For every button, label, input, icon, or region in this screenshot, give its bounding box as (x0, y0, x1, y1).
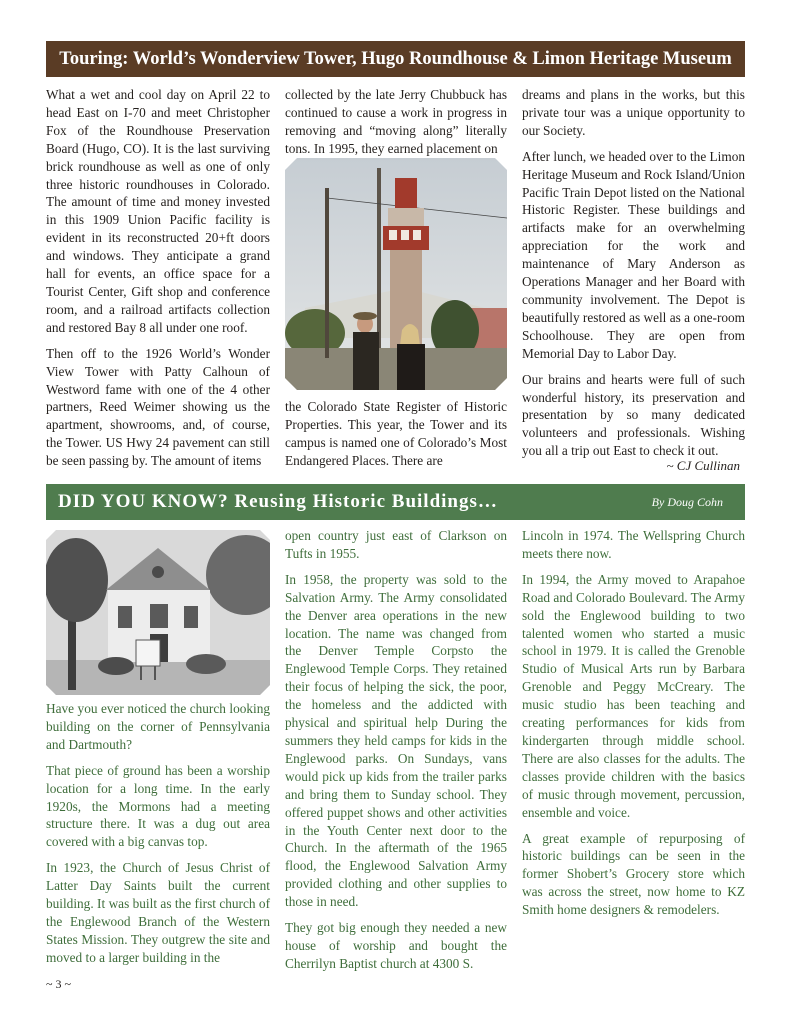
article-1-title: Touring: World’s Wonderview Tower, Hugo Roundhouse & Limon Heritage Museum (46, 41, 745, 77)
paragraph: In 1923, the Church of Jesus Christ of Latter Day Saints built the current building. It was built as the first church of the Englewood Branch of the Western States Mission. They outgrew the site and moved to a larger building in the (46, 860, 270, 965)
article-2-column-2 (285, 527, 507, 973)
paragraph: They got big enough they needed a new house of worship and bought the Cherrilyn Baptist church at 4300 S. (285, 920, 507, 971)
paragraph: Our brains and hearts were full of such wonderful history, its preservation and presentation by so many dedicated volunteers and professionals. Wishing you all a trip out East to check it out. (522, 371, 745, 459)
paragraph: the Colorado State Register of Historic Properties. This year, the Tower and its campus is named one of Colorado’s Most Endangered Places. There are (285, 399, 507, 468)
article-2-column-3 (522, 527, 745, 919)
page-number: ~ 3 ~ (46, 977, 71, 991)
paragraph: Then off to the 1926 World’s Wonder View Tower with Patty Calhoun of Westword fame with one of the 4 other partners, Reed Weimer showing us the apartment, showrooms, and, of course, the Tower. US Hwy 24 pavement can still be seen passing by. The amount of items (46, 345, 270, 469)
paragraph: That piece of ground has been a worship location for a long time. In the early 1920s, the Mormons had a meeting structure there. It was a dug out area covered with a big canvas top. (46, 762, 270, 850)
paragraph: collected by the late Jerry Chubbuck has continued to cause a work in progress in removing and “moving along” literally tons. In 1995, they earned placement on (285, 87, 507, 156)
wonderview-tower-photo (285, 158, 507, 390)
author-signature: ~ CJ Cullinan (666, 458, 740, 473)
church-building-photo-image (46, 530, 270, 695)
paragraph: In 1994, the Army moved to Arapahoe Road and Colorado Boulevard. The Army sold the Englewood building to two talented women who started a music school in 1979. It is called the Grenoble Studio of Musical Arts run by Barbara Grenoble and Peggy McCreary. The music studio has been teaching and creating performances for kids from kindergarten through middle school. There are also classes for the adults. The classes provide children with the basics of music through movement, percussion, ensemble and voice. (522, 571, 745, 820)
paragraph: In 1958, the property was sold to the Salvation Army. The Army consolidated the Denver area operations in the new location. The name was changed from the Denver Temple Corpsto the Englewood Temple Corps. They retained their focus of helping the sick, the poor, the homeless and the addicted with physical and spiritual help During the summers they held camps for kids in the Englewood parks. On Sundays, vans would pick up kids from the trailer parks and bring them to Sunday school. They offered puppet shows and other activities in the Youth Center next door to the Church. In the aftermath of the 1965 flood, the Englewood Salvation Army provided clothing and other supplies to those in need. (285, 571, 507, 910)
paragraph: open country just east of Clarkson on Tufts in 1955. (285, 528, 507, 561)
wonderview-tower-photo-image (285, 158, 507, 390)
article-2-byline: By Doug Cohn (651, 495, 723, 509)
paragraph: Lincoln in 1974. The Wellspring Church meets there now. (522, 528, 745, 561)
article-1-column-2-top (285, 86, 507, 158)
paragraph: After lunch, we headed over to the Limon Heritage Museum and Rock Island/Union Pacific Train Depot listed on the National Historic Register. These buildings and artifacts make for an overwhelming appreciation for the work and maintenance of Mary Anderson as Operations Manager and her Board with community involvement. The Depot is beautifully restored as well as a one-room Schoolhouse. They are open from Memorial Day to Labor Day. (522, 148, 746, 361)
article-2-column-1 (46, 700, 270, 967)
church-building-photo (46, 530, 270, 695)
paragraph: Have you ever noticed the church looking building on the corner of Pennsylvania and Dartmouth? (46, 701, 270, 752)
article-1-column-1 (46, 86, 270, 470)
paragraph: dreams and plans in the works, but this private tour was a unique opportunity to our Society. (522, 87, 745, 138)
paragraph: A great example of repurposing of historic buildings can be seen in the former Shobert’s Grocery store which was across the street, now home to KZ Smith home designers & remodelers. (522, 830, 745, 918)
paragraph: What a wet and cool day on April 22 to head East on I-70 and meet Christopher Fox of the Roundhouse Preservation Board (Hugo, CO). It is the last surviving brick roundhouse as well as one of only three historic roundhouses in Colorado. The amount of time and money invested in this 1909 Union Pacific facility is evident in its reconstructed 20+ft doors and windows. They anticipate a grand hall for events, an office space for a Tourist Center, Gift shop and conference room, and a railroad artifacts collection and restored Bay 8 all under one roof. (46, 87, 270, 335)
article-1-column-3 (522, 86, 745, 460)
article-2-title: DID YOU KNOW? Reusing Historic Buildings… (58, 491, 498, 512)
article-1-column-2-bottom (285, 398, 507, 470)
article-2-header (46, 484, 745, 520)
